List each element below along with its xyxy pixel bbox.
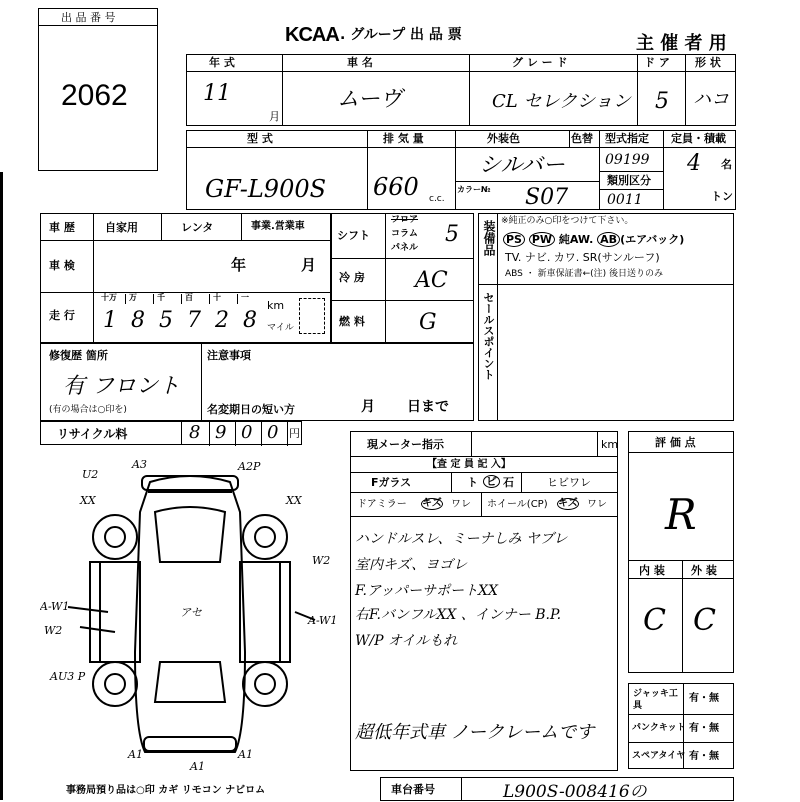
- equipment-block: [478, 213, 734, 421]
- jack-label: ジャッキ工具: [633, 689, 678, 711]
- rental-use: レンタ: [181, 221, 214, 234]
- mile-unit: マイル: [267, 323, 294, 333]
- fuel-label: 燃 料: [339, 315, 365, 328]
- mid-row: [186, 130, 736, 210]
- year-label: 年 式: [209, 56, 235, 69]
- diag-mark-aw1-right: A-W1: [308, 614, 338, 627]
- ac-label: 冷 房: [339, 271, 365, 284]
- interior-score: C: [643, 603, 666, 638]
- inspection-month-unit: 月: [301, 256, 317, 274]
- top-row: [186, 54, 736, 126]
- repair-label: 修復歴 箇所: [49, 349, 108, 362]
- fuel-value: G: [419, 310, 437, 335]
- repair-note: (有の場合は○印を): [49, 405, 127, 415]
- inspector-note-5: W/P オイルもれ: [355, 633, 458, 649]
- shape-value: ハコ: [693, 89, 729, 110]
- shift-value: 5: [445, 222, 459, 247]
- diag-mark-a1-left: A1: [128, 748, 143, 761]
- recycle-digit: 0: [241, 422, 253, 443]
- inspector-note-1: ハンドルスレ、ミーナしみ ヤブレ: [355, 531, 568, 547]
- inspector-note-4: 右F.バンフルXX 、インナー B.P.: [355, 607, 562, 623]
- grade-label: グ レ ー ド: [512, 56, 568, 69]
- inspection-year-unit: 年: [231, 256, 247, 274]
- grade-value: CL セレクション: [492, 91, 631, 112]
- diag-mark-center: アセ: [180, 606, 202, 619]
- name-value: ムーヴ: [337, 87, 402, 112]
- equip-ab-note: (エアバック): [620, 233, 685, 246]
- lot-number-label: 出 品 番 号: [61, 11, 116, 24]
- shift-option-1: フロア: [391, 215, 419, 225]
- meter-block: [350, 431, 618, 771]
- equipment-label: 装備品: [482, 220, 496, 256]
- caution-day: 日まで: [407, 399, 449, 415]
- mirror-option-2: ワレ: [451, 499, 471, 510]
- organizer-label: 主 催 者 用: [636, 33, 727, 54]
- jack-value: 有・無: [689, 693, 719, 704]
- glass-label: Fガラス: [371, 476, 412, 489]
- office-note: 事務局預り品は○印 カギ リモコン ナビロム: [66, 785, 266, 796]
- chassis-value: L900S-008416の: [503, 782, 647, 802]
- disp-label: 排 気 量: [383, 132, 424, 145]
- mileage-digit-label: 万: [129, 293, 137, 302]
- equip-pw: PW: [529, 232, 555, 247]
- color-no-label: カラー№: [457, 185, 491, 194]
- mileage-digit-label: 千: [157, 293, 165, 302]
- mileage-digit-label: 百: [185, 293, 193, 302]
- recycle-label: リサイクル料: [57, 427, 128, 441]
- capacity-unit: 名: [721, 158, 732, 171]
- kcaa-logo: KCAA: [285, 24, 339, 46]
- mirror-label: ドアミラー: [357, 499, 407, 510]
- accessory-block: [628, 683, 734, 769]
- category-value: 0011: [607, 192, 643, 208]
- exterior-score: C: [693, 603, 716, 638]
- repair-block: [40, 343, 474, 421]
- recycle-block: [40, 421, 302, 445]
- shift-option-3: パネル: [391, 243, 419, 253]
- mileage-digit: 8: [131, 308, 145, 333]
- shift-label: シフト: [337, 229, 370, 242]
- equip-ps: PS: [503, 232, 525, 247]
- mileage-digit-label: 十: [213, 293, 221, 302]
- recycle-digit: 0: [267, 422, 279, 443]
- ton-unit: トン: [711, 190, 733, 203]
- equipment-line3: ABS ・ 新車保証書←(注) 後日送りのみ: [505, 269, 664, 279]
- mileage-label: 走 行: [49, 309, 75, 322]
- ac-value: AC: [415, 268, 448, 293]
- mileage-digit: 2: [215, 308, 229, 333]
- color-value: シルバー: [479, 153, 565, 178]
- ext-color-label: 外装色: [487, 132, 520, 145]
- lot-number: 2062: [61, 79, 128, 112]
- wheel-label: ホイール(CP): [487, 499, 548, 510]
- color-change-label: 色替: [571, 132, 593, 145]
- year-month-suffix: 月: [269, 110, 280, 123]
- inspector-note-6: 超低年式車 ノークレームです: [355, 722, 595, 743]
- year-value: 11: [203, 81, 231, 106]
- category-label: 類別区分: [607, 174, 651, 187]
- inspector-note-2: 室内キズ、ヨゴレ: [355, 557, 468, 573]
- spare-label: スペアタイヤ: [632, 751, 686, 761]
- glass-option-1: ト: [467, 476, 478, 489]
- mileage-digit-label: 十万: [101, 293, 117, 302]
- equip-ab: AB: [597, 232, 620, 247]
- diag-mark-a1-bottom: A1: [190, 760, 205, 773]
- diag-mark-a1-right: A1: [238, 748, 253, 761]
- disp-unit: c.c.: [429, 194, 445, 204]
- equip-aw: 純AW.: [558, 233, 594, 246]
- type-spec-label: 型式指定: [605, 132, 649, 145]
- km-unit: km: [267, 299, 285, 312]
- business-use: 事業.営業車: [251, 221, 305, 232]
- score-label: 評 価 点: [655, 436, 696, 449]
- specs-block: [330, 213, 474, 343]
- puncture-label: パンクキット: [632, 723, 686, 733]
- disp-value: 660: [373, 173, 419, 201]
- chassis-block: [380, 777, 734, 801]
- spare-value: 有・無: [689, 751, 719, 762]
- color-no: S07: [525, 185, 569, 210]
- mileage-digit: 1: [103, 308, 117, 333]
- equipment-note: ※純正のみ○印をつけて下さい。: [501, 216, 634, 226]
- diag-mark-w2-left: W2: [44, 624, 63, 637]
- score-block: [628, 431, 734, 673]
- capacity-value: 4: [687, 151, 701, 176]
- diag-mark-xx-right: XX: [286, 494, 302, 507]
- wheel-option-1: キズ: [558, 498, 578, 509]
- glass-option-4: ヒビワレ: [547, 476, 591, 489]
- inspection-label: 車 検: [49, 259, 75, 272]
- mileage-digit: 8: [243, 308, 257, 333]
- model-label: 型 式: [247, 132, 273, 145]
- wheel-option-2: ワレ: [587, 499, 607, 510]
- diag-mark-aw1-left: A-W1: [40, 600, 70, 613]
- equipment-line2: TV. ナビ. カワ. SR(サンルーフ): [505, 251, 660, 264]
- shape-label: 形 状: [695, 56, 721, 69]
- mirror-option-1: キズ: [422, 498, 442, 509]
- diag-mark-a3: A3: [132, 458, 147, 471]
- capacity-label: 定員・積載: [671, 132, 726, 145]
- inspector-note-3: F.アッパーサポートXX: [355, 583, 498, 599]
- lot-number-box: [38, 8, 158, 171]
- car-damage-diagram: [40, 452, 340, 782]
- score-grade: R: [665, 490, 697, 539]
- recycle-digit: 8: [189, 422, 201, 443]
- history-label: 車 歴: [49, 221, 75, 234]
- name-label: 車 名: [347, 56, 373, 69]
- usage-block: [40, 213, 332, 343]
- mileage-digit-label: 一: [241, 293, 249, 302]
- meter-label: 現メーター指示: [367, 438, 444, 451]
- diag-mark-u2: U2: [82, 468, 99, 481]
- equipment-line1: [503, 234, 684, 245]
- caution-label: 注意事項: [207, 349, 251, 362]
- interior-label: 内 装: [639, 564, 665, 577]
- diag-mark-a2p: A2P: [238, 460, 261, 473]
- door-label: ド ア: [644, 56, 670, 69]
- mileage-digit: 5: [159, 308, 173, 333]
- glass-option-2: ビ: [483, 475, 500, 488]
- model-value: GF-L900S: [205, 175, 327, 203]
- type-spec-value: 09199: [605, 152, 650, 168]
- glass-option-3: 石: [503, 476, 514, 489]
- private-use: 自家用: [105, 221, 138, 234]
- diag-mark-xx-left: XX: [80, 494, 96, 507]
- meter-unit: km: [601, 438, 619, 451]
- recycle-unit: 円: [289, 427, 300, 440]
- inspection-short-label: 名変期日の短い方: [207, 403, 295, 416]
- diag-mark-w2-right: W2: [312, 554, 331, 567]
- exterior-label: 外 装: [691, 564, 717, 577]
- recycle-digit: 9: [215, 422, 227, 443]
- chassis-label: 車台番号: [391, 783, 435, 796]
- inspector-title: 【査 定 員 記 入】: [427, 459, 511, 470]
- sales-point-label: セールスポイント: [482, 292, 495, 380]
- repair-value: 有 フロント: [63, 374, 180, 399]
- caution-month: 月: [361, 399, 375, 415]
- diag-mark-au3p: AU3 P: [50, 670, 86, 683]
- puncture-value: 有・無: [689, 723, 719, 734]
- door-value: 5: [655, 89, 669, 114]
- slip-title: . グループ 出 品 票: [340, 27, 462, 43]
- mileage-digit: 7: [187, 308, 201, 333]
- shift-option-2: コラム: [391, 229, 418, 239]
